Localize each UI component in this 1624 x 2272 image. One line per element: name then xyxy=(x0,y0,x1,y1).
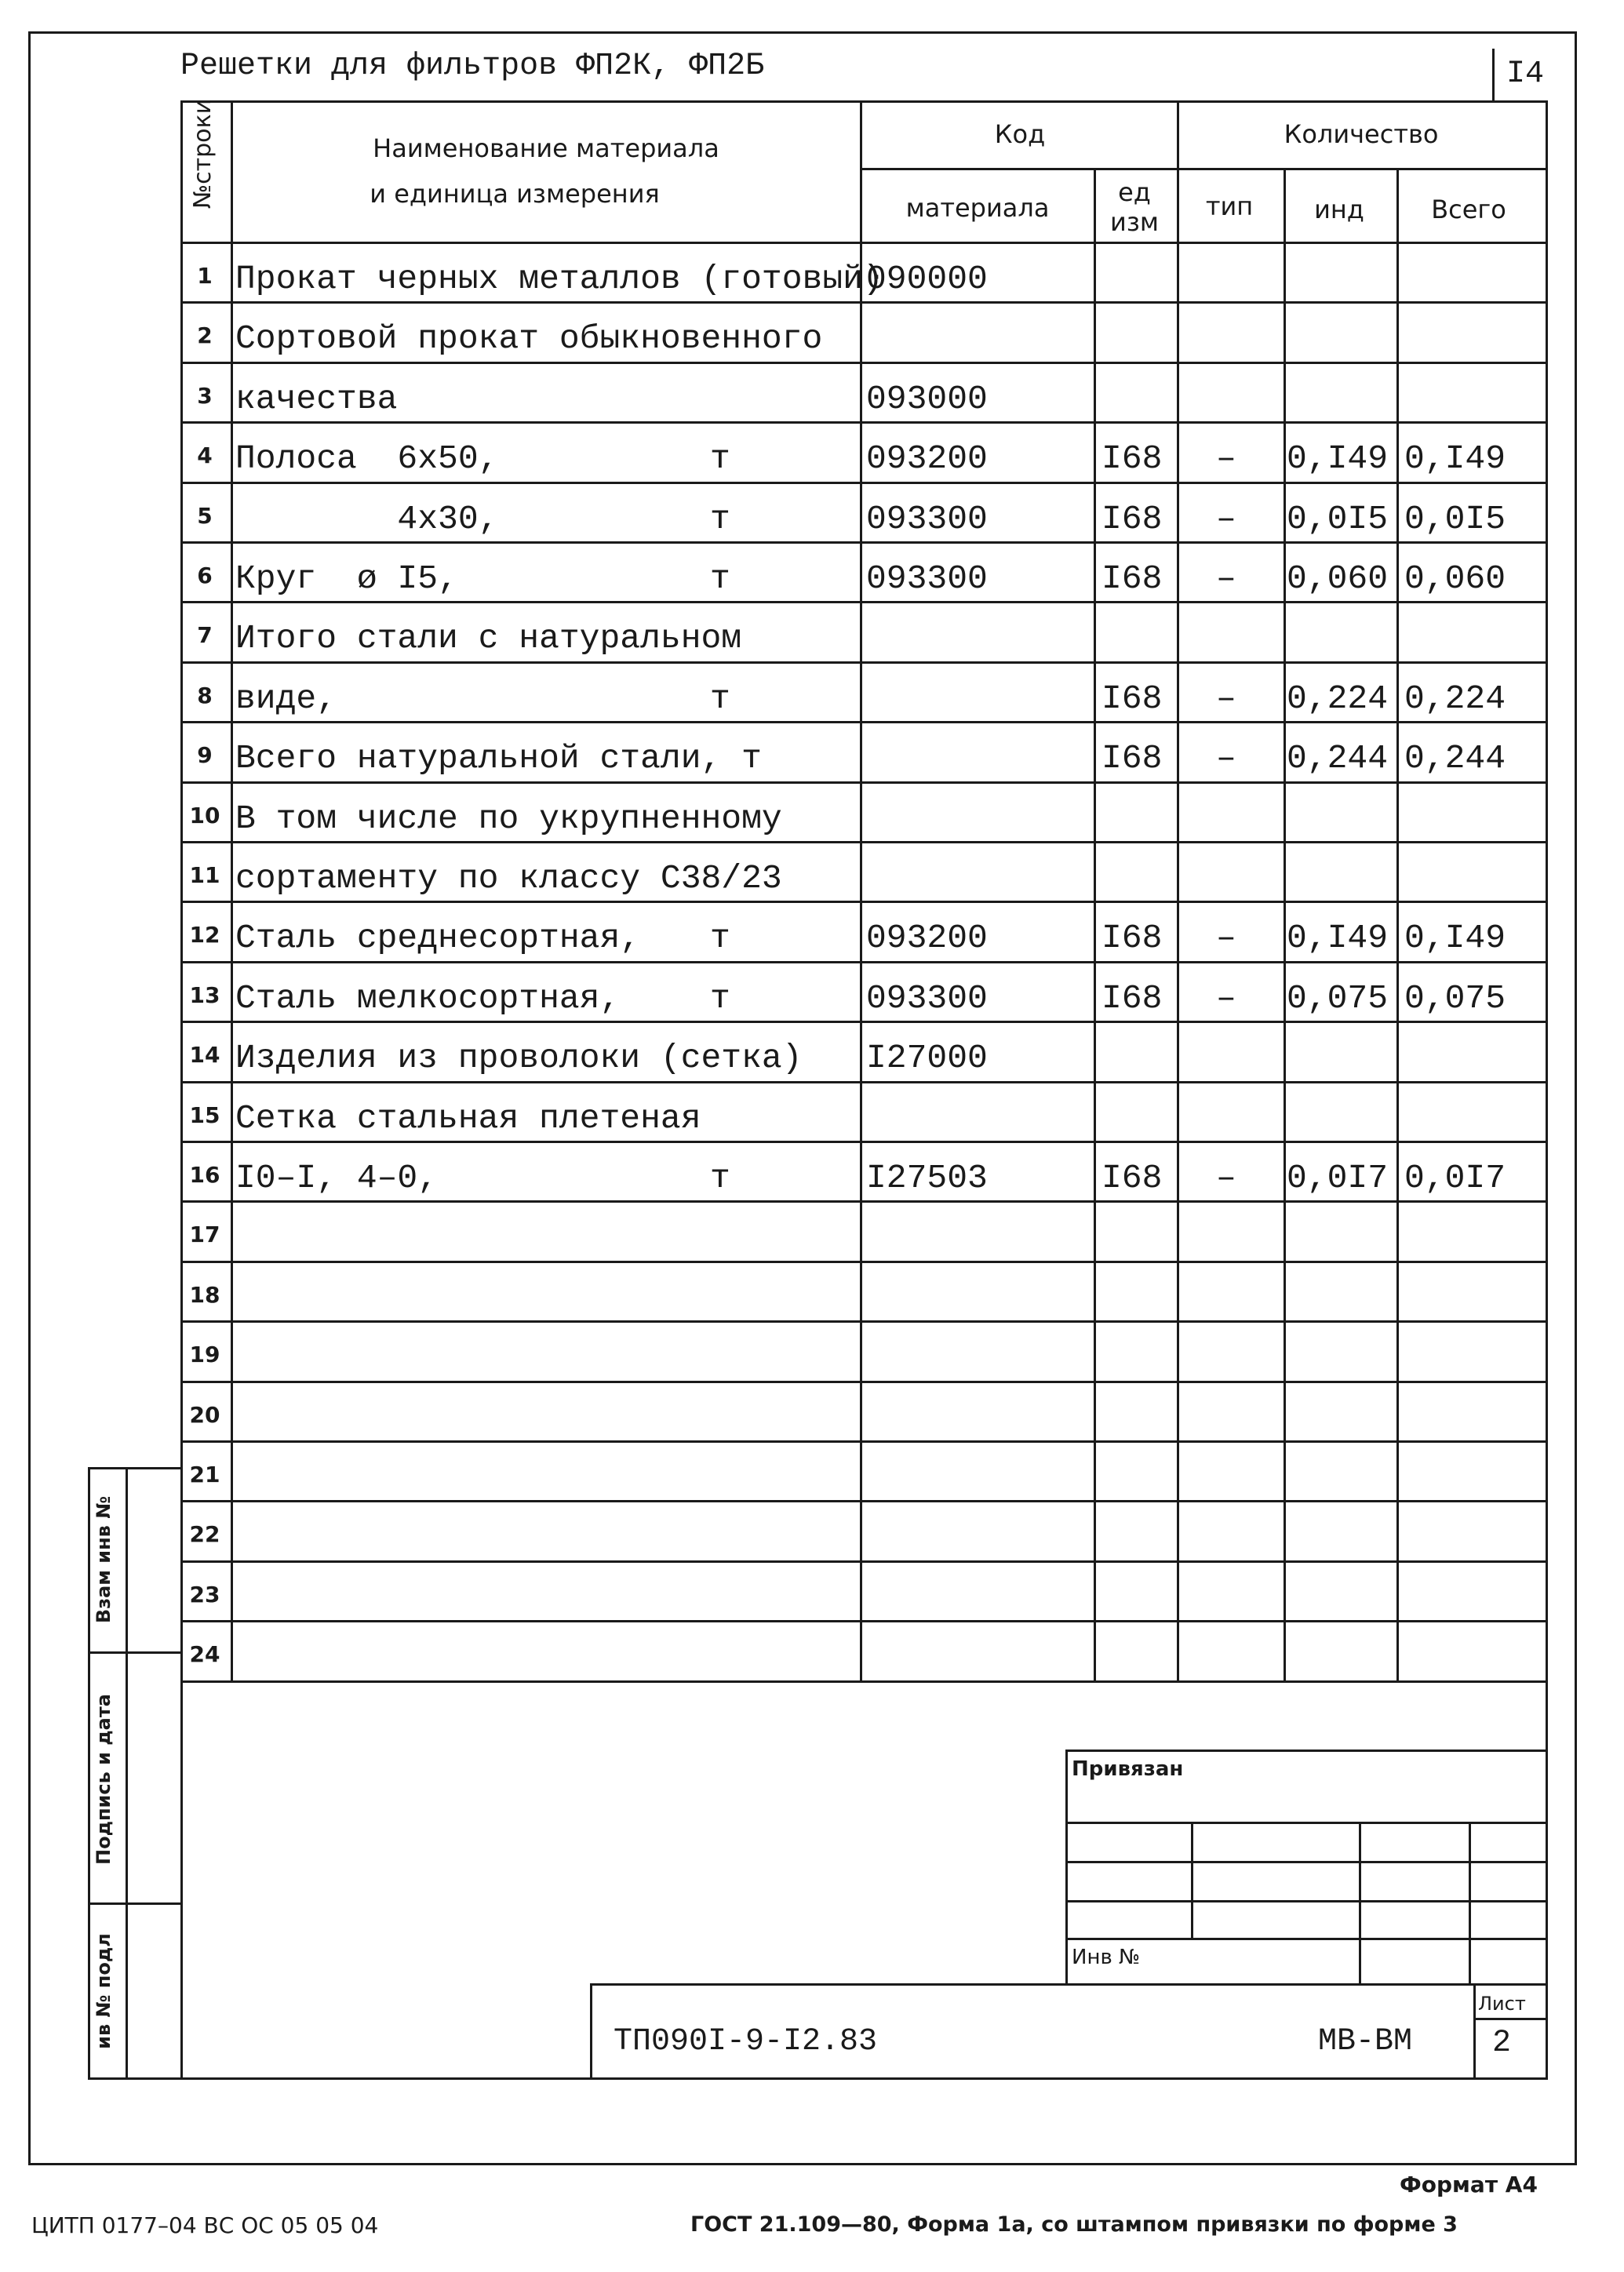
header-total: Всего xyxy=(1431,195,1506,224)
row-border xyxy=(180,1560,1548,1563)
qty-total: 0,I49 xyxy=(1404,919,1506,957)
stamp-designation: ТП090I-9-I2.83 xyxy=(614,2024,878,2059)
row-border xyxy=(180,1200,1548,1203)
unit-code: I68 xyxy=(1101,439,1163,478)
material-code: 093300 xyxy=(866,979,988,1018)
col-border-total xyxy=(1396,168,1399,1683)
footer-left: ЦИТП 0177–04 ВС ОС 05 05 04 xyxy=(31,2212,379,2238)
stamp-sheet-label: Лист xyxy=(1478,1993,1526,2015)
qty-total: 0,060 xyxy=(1404,559,1506,598)
header-code: Код xyxy=(994,119,1046,149)
side-label-podpis: Подпись и дата xyxy=(93,1694,115,1865)
row-number: 1 xyxy=(197,263,213,289)
unit-code: I68 xyxy=(1101,559,1163,598)
frame-left xyxy=(28,31,31,2165)
header-name-line2: и единица измерения xyxy=(370,179,660,209)
row-border xyxy=(180,541,1548,544)
qty-total: 0,244 xyxy=(1404,739,1506,777)
row-number: 23 xyxy=(189,1582,220,1608)
stamp-h3 xyxy=(1065,1861,1548,1863)
material-name: Сталь мелкосортная, xyxy=(235,979,621,1018)
qty-ind: 0,0I5 xyxy=(1287,500,1389,538)
side-strip-left xyxy=(88,1467,90,2079)
side-label-vzam: Взам инв № xyxy=(93,1495,115,1624)
unit-symbol: т xyxy=(710,919,730,957)
header-material: материала xyxy=(905,193,1050,223)
header-typ: тип xyxy=(1205,191,1254,221)
material-code: 090000 xyxy=(866,260,988,298)
row-number: 15 xyxy=(189,1102,220,1128)
row-number: 12 xyxy=(189,922,220,948)
material-name: Прокат черных металлов (готовый) xyxy=(235,260,883,298)
material-code: I27503 xyxy=(866,1159,988,1197)
material-name: Полоса 6х50, xyxy=(235,439,499,478)
unit-symbol: т xyxy=(710,559,730,598)
material-name: Изделия из проволоки (сетка) xyxy=(235,1039,803,1077)
row-border xyxy=(180,1680,1548,1683)
qty-typ: – xyxy=(1216,439,1236,478)
col-border-code xyxy=(860,100,862,1683)
row-border xyxy=(180,1620,1548,1622)
unit-code: I68 xyxy=(1101,739,1163,777)
row-border xyxy=(180,961,1548,963)
qty-total: 0,I49 xyxy=(1404,439,1506,478)
material-name: Сетка стальная плетеная xyxy=(235,1099,701,1138)
col-border-name xyxy=(231,100,233,1683)
row-border xyxy=(180,301,1548,304)
header-name-line1: Наименование материала xyxy=(373,133,719,163)
qty-typ: – xyxy=(1216,679,1236,718)
footer-right: ГОСТ 21.109—80, Форма 1а, со штампом привязки по форме 3 xyxy=(690,2212,1458,2237)
document-title: Решетки для фильтров ФП2К, ФП2Б xyxy=(180,49,765,84)
qty-ind: 0,075 xyxy=(1287,979,1389,1018)
material-name: Всего натуральной стали, т xyxy=(235,739,762,777)
stamp-code: МВ-ВМ xyxy=(1318,2024,1413,2059)
row-number: 4 xyxy=(197,442,213,468)
material-name: сортаменту по классу С38/23 xyxy=(235,859,782,898)
qty-typ: – xyxy=(1216,919,1236,957)
material-code: 093200 xyxy=(866,919,988,957)
header-unit-line2: изм xyxy=(1110,207,1159,237)
footer-format: Формат А4 xyxy=(1400,2172,1538,2197)
unit-symbol: т xyxy=(710,679,730,718)
row-number: 2 xyxy=(197,322,213,348)
row-number: 22 xyxy=(189,1521,220,1547)
row-border xyxy=(180,781,1548,784)
row-number: 7 xyxy=(197,622,213,648)
stamp-privyazan: Привязан xyxy=(1072,1757,1184,1781)
title-block-sheet-left xyxy=(1473,1983,1476,2079)
row-number: 20 xyxy=(189,1402,220,1428)
material-name: I0–I, 4–0, xyxy=(235,1159,439,1197)
row-number: 16 xyxy=(189,1162,220,1188)
row-number: 10 xyxy=(189,803,220,828)
header-ind: инд xyxy=(1314,195,1364,224)
qty-typ: – xyxy=(1216,739,1236,777)
unit-symbol: т xyxy=(710,439,730,478)
unit-symbol: т xyxy=(710,500,730,538)
col-border-typ xyxy=(1177,100,1179,1683)
col-border-right xyxy=(1546,100,1548,1683)
qty-typ: – xyxy=(1216,979,1236,1018)
row-number: 9 xyxy=(197,742,213,768)
qty-total: 0,224 xyxy=(1404,679,1506,718)
stamp-h4 xyxy=(1065,1900,1548,1902)
material-name: Сталь среднесортная, xyxy=(235,919,641,957)
stamp-h1 xyxy=(1065,1750,1548,1752)
stamp-v2 xyxy=(1191,1822,1193,1939)
row-border xyxy=(180,1261,1548,1263)
row-number: 14 xyxy=(189,1042,220,1068)
material-code: I27000 xyxy=(866,1039,988,1077)
row-number: 24 xyxy=(189,1641,220,1667)
row-border xyxy=(180,901,1548,903)
row-number: 21 xyxy=(189,1462,220,1487)
unit-code: I68 xyxy=(1101,979,1163,1018)
row-number: 3 xyxy=(197,383,213,409)
table-top-border xyxy=(180,100,1548,103)
qty-ind: 0,060 xyxy=(1287,559,1389,598)
row-border xyxy=(180,1500,1548,1502)
title-block-top xyxy=(590,1983,1548,1986)
side-strip-inner xyxy=(126,1467,128,2079)
material-name: 4х30, xyxy=(235,500,499,538)
row-number: 17 xyxy=(189,1222,220,1247)
qty-ind: 0,244 xyxy=(1287,739,1389,777)
row-border xyxy=(180,421,1548,424)
row-number: 19 xyxy=(189,1342,220,1367)
row-border xyxy=(180,362,1548,364)
stamp-h5 xyxy=(1065,1938,1548,1940)
unit-code: I68 xyxy=(1101,679,1163,718)
header-bottom-border xyxy=(180,242,1548,244)
qty-typ: – xyxy=(1216,559,1236,598)
row-border xyxy=(180,1440,1548,1443)
side-label-inv-podl: ив № подл xyxy=(93,1933,115,2049)
title-block-left xyxy=(590,1983,592,2079)
row-number: 5 xyxy=(197,503,213,529)
row-border xyxy=(180,1320,1548,1323)
unit-code: I68 xyxy=(1101,919,1163,957)
side-strip-div1 xyxy=(88,1651,182,1654)
col-border-left xyxy=(180,100,183,1683)
qty-typ: – xyxy=(1216,500,1236,538)
side-strip-bottom xyxy=(88,2077,182,2080)
header-row-number: №строки xyxy=(189,98,217,209)
row-border xyxy=(180,1381,1548,1383)
qty-ind: 0,I49 xyxy=(1287,919,1389,957)
row-number: 13 xyxy=(189,982,220,1008)
qty-ind: 0,0I7 xyxy=(1287,1159,1389,1197)
frame-bottom xyxy=(28,2163,1577,2165)
row-border xyxy=(180,1141,1548,1143)
side-strip-div2 xyxy=(88,1902,182,1905)
table-bottom-right xyxy=(1546,1648,1548,2079)
material-code: 093300 xyxy=(866,559,988,598)
row-number: 18 xyxy=(189,1282,220,1308)
material-name: виде, xyxy=(235,679,337,718)
row-number: 11 xyxy=(189,862,220,888)
header-unit-line1: ед xyxy=(1118,177,1151,207)
page-number-divider xyxy=(1492,49,1495,100)
qty-ind: 0,I49 xyxy=(1287,439,1389,478)
qty-typ: – xyxy=(1216,1159,1236,1197)
material-name: Круг ø I5, xyxy=(235,559,458,598)
qty-total: 0,075 xyxy=(1404,979,1506,1018)
header-quantity: Количество xyxy=(1284,119,1439,149)
material-code: 093000 xyxy=(866,380,988,418)
row-border xyxy=(180,482,1548,484)
material-name: Сортовой прокат обыкновенного xyxy=(235,319,823,358)
material-name: В том числе по укрупненному xyxy=(235,799,782,838)
title-block-sheet-div xyxy=(1473,2018,1548,2020)
side-strip-top xyxy=(88,1467,182,1469)
frame-top xyxy=(28,31,1577,34)
row-number: 6 xyxy=(197,563,213,588)
row-border xyxy=(180,661,1548,664)
row-border xyxy=(180,601,1548,603)
frame-inner-bottom xyxy=(180,2077,1548,2080)
stamp-inv-no: Инв № xyxy=(1072,1946,1141,1969)
row-border xyxy=(180,841,1548,843)
stamp-h2 xyxy=(1065,1822,1548,1824)
material-name: качества xyxy=(235,380,398,418)
table-bottom-extension xyxy=(180,1648,183,2079)
unit-symbol: т xyxy=(710,1159,730,1197)
qty-total: 0,0I7 xyxy=(1404,1159,1506,1197)
qty-ind: 0,224 xyxy=(1287,679,1389,718)
unit-symbol: т xyxy=(710,979,730,1018)
qty-total: 0,0I5 xyxy=(1404,500,1506,538)
col-border-unit xyxy=(1094,168,1096,1683)
material-code: 093300 xyxy=(866,500,988,538)
row-border xyxy=(180,1081,1548,1083)
col-border-ind xyxy=(1284,168,1286,1683)
row-border xyxy=(180,1021,1548,1023)
header-mid-border xyxy=(860,168,1548,170)
row-number: 8 xyxy=(197,683,213,708)
unit-code: I68 xyxy=(1101,500,1163,538)
row-border xyxy=(180,721,1548,723)
page-number: I4 xyxy=(1506,56,1545,92)
stamp-v3 xyxy=(1359,1822,1361,1985)
material-name: Итого стали с натуральном xyxy=(235,619,742,657)
stamp-sheet-number: 2 xyxy=(1492,2026,1512,2061)
unit-code: I68 xyxy=(1101,1159,1163,1197)
material-code: 093200 xyxy=(866,439,988,478)
stamp-v1 xyxy=(1065,1750,1068,1985)
frame-right xyxy=(1575,31,1577,2165)
stamp-v4 xyxy=(1469,1822,1471,1985)
